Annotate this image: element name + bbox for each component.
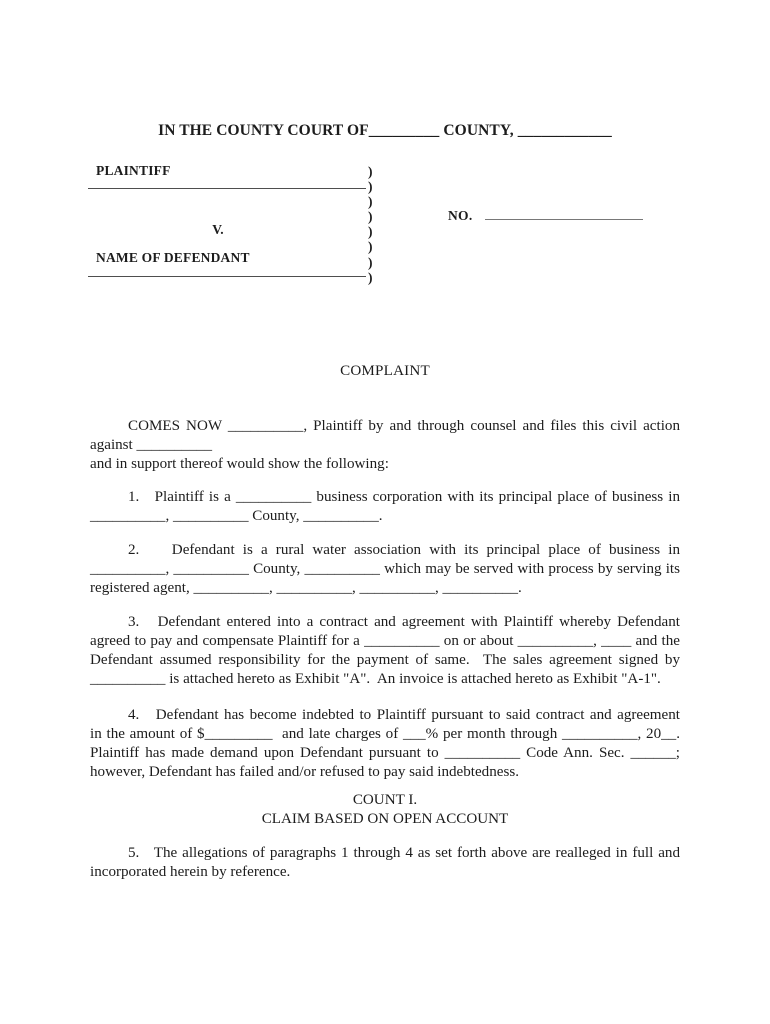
text-line: Plaintiff has made demand upon Defendant pursuant to __________ Code Ann. Sec. ______;: [90, 745, 680, 761]
paren-mark: ): [368, 194, 373, 210]
court-name-blank: _________: [368, 122, 440, 139]
paragraph-1: [90, 488, 680, 526]
paren-mark: ): [368, 269, 373, 285]
paren-mark: ): [368, 164, 373, 179]
caption-parens: [368, 164, 373, 285]
complaint-heading: COMPLAINT: [340, 363, 430, 379]
text-line: COMES NOW __________, Plaintiff by and through counsel and files this civil action: [128, 418, 680, 434]
text-line: agreed to pay and compensate Plaintiff for a __________ on or about __________, ____ and the: [90, 633, 680, 649]
text-line: against __________: [90, 437, 212, 453]
paren-mark: ): [368, 179, 373, 195]
case-number-field: [448, 206, 643, 224]
paren-mark: ): [368, 254, 373, 270]
text-line: 4. Defendant has become indebted to Plaintiff pursuant to said contract and agreement: [128, 707, 680, 723]
paragraph-3: [90, 613, 680, 689]
text-line: 5. The allegations of paragraphs 1 through 4 as set forth above are realleged in full and: [128, 845, 680, 861]
court-title-county-text: COUNTY,: [439, 122, 518, 139]
paren-mark: ): [368, 209, 373, 225]
text-line: incorporated herein by reference.: [90, 864, 291, 880]
count-one-subtitle: CLAIM BASED ON OPEN ACCOUNT: [261, 811, 509, 827]
case-caption: [88, 163, 680, 286]
plaintiff-name-line: [88, 188, 366, 189]
paragraph-2: [90, 541, 680, 598]
text-line: __________, __________ County, __________.: [90, 508, 383, 524]
text-line: in the amount of $_________ and late charges of ___% per month through __________, 20__.: [90, 726, 680, 742]
text-line: however, Defendant has failed and/or refused to pay said indebtedness.: [90, 764, 519, 780]
paren-mark: ): [368, 224, 373, 240]
text-line: 2. Defendant is a rural water association with its principal place of business in: [128, 542, 680, 558]
text-line: Defendant assumed responsibility for the payment of same. The sales agreement signed by: [90, 652, 680, 668]
text-line: 3. Defendant entered into a contract and agreement with Plaintiff whereby Defendant: [128, 614, 680, 630]
text-line: 1. Plaintiff is a __________ business corporation with its principal place of business in: [128, 489, 680, 505]
defendant-name-line: [88, 276, 366, 277]
plaintiff-label: PLAINTIFF: [96, 163, 171, 178]
state-name-blank: ____________: [517, 122, 612, 139]
court-title-text: IN THE COUNTY COURT OF: [158, 122, 369, 139]
count-one-title: COUNT I.: [352, 792, 418, 808]
paragraph-5: [90, 844, 680, 882]
text-line: __________ is attached hereto as Exhibit "A". An invoice is attached hereto as Exhibit "A-1".: [90, 671, 661, 687]
text-line: registered agent, __________, __________, __________, __________.: [90, 580, 522, 596]
case-number-line: [485, 206, 643, 220]
versus-label: V.: [212, 222, 224, 237]
paragraph-opening: [90, 417, 680, 474]
court-title: [90, 121, 680, 141]
text-line: __________, __________ County, __________ which may be served with process by serving its: [90, 561, 680, 577]
defendant-label: NAME OF DEFENDANT: [96, 250, 250, 265]
paragraph-4: [90, 706, 680, 782]
case-number-label: NO.: [448, 208, 473, 223]
paren-mark: ): [368, 239, 373, 255]
count-one-heading: [90, 791, 680, 829]
caption-parties-column: [88, 163, 366, 286]
text-line: and in support thereof would show the following:: [90, 456, 389, 472]
